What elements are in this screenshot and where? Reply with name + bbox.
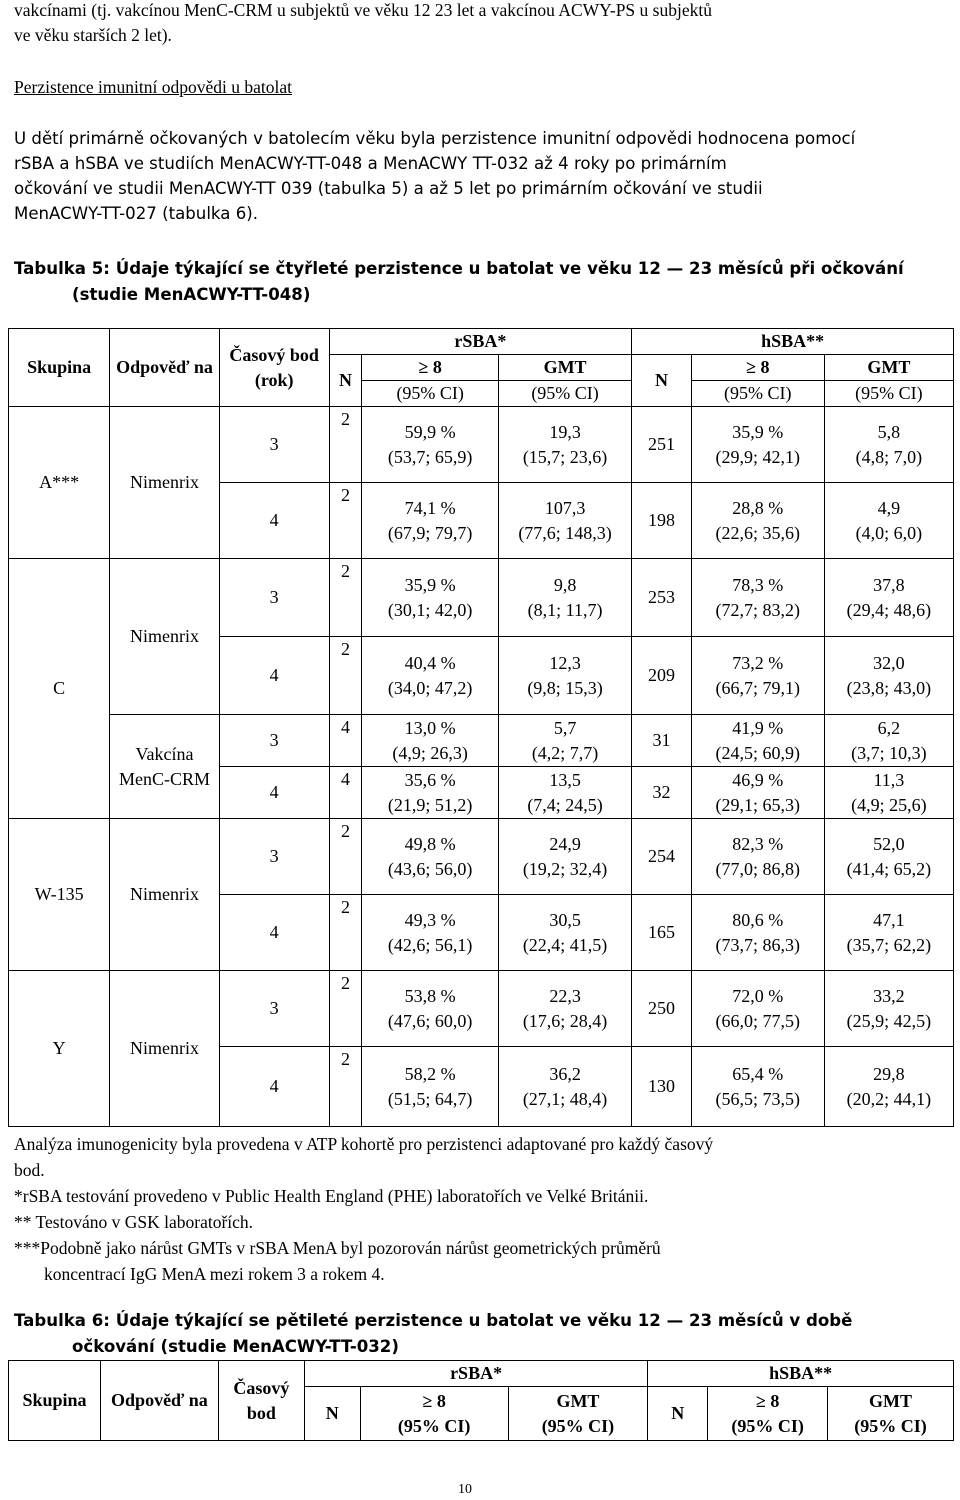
hsba-gmt-ci: (20,2; 44,1) — [846, 1088, 932, 1109]
rsba-gmt: 30,5 — [549, 909, 581, 930]
rsba-gmt-ci: (7,4; 24,5) — [527, 794, 603, 815]
col-header-rsba-gmt: GMT — [498, 355, 631, 381]
hsba-percent: 72,0 % — [732, 985, 784, 1006]
rsba-percent-ci: (34,0; 47,2) — [387, 677, 473, 698]
rsba-percent: 13,0 % — [404, 717, 456, 738]
rsba-gmt: 36,2 — [549, 1063, 581, 1084]
cell-hsba-n: 32 — [632, 767, 692, 819]
rsba-gmt: 107,3 — [544, 497, 586, 518]
table5 — [8, 328, 954, 1127]
table5-caption-line1: Tabulka 5: Údaje týkající se čtyřleté perzistence u batolat ve věku 12 — 23 měsíců při očkování — [14, 259, 904, 278]
rsba-gmt-ci: (15,7; 23,6) — [522, 446, 608, 467]
cell-rsba-ge8 — [362, 767, 499, 819]
cell-hsba-ge8 — [691, 483, 824, 559]
col-header-rsba-ci: (95% CI) — [362, 381, 499, 407]
hsba-percent-ci: (73,7; 86,3) — [715, 934, 801, 955]
cell-hsba-n: 253 — [632, 559, 692, 637]
cell-hsba-ge8 — [691, 819, 824, 895]
cell-hsba-n: 250 — [632, 971, 692, 1047]
hsba-percent-ci: (24,5; 60,9) — [715, 742, 801, 763]
cell-timepoint: 4 — [219, 1047, 329, 1127]
col-header-rsba-n: N — [329, 355, 362, 407]
hsba-gmt: 32,0 — [873, 652, 905, 673]
col-header-rsba-ge8: ≥ 8 — [362, 355, 499, 381]
cell-response: Nimenrix — [110, 559, 219, 715]
t6-ge8-label: ≥ 8 — [422, 1390, 446, 1411]
cell-rsba-ge8 — [362, 819, 499, 895]
cell-timepoint: 4 — [219, 767, 329, 819]
rsba-percent: 35,9 % — [404, 574, 456, 595]
cell-rsba-gmt — [498, 971, 631, 1047]
col-header-timepoint: Časový bod (rok) — [219, 329, 329, 407]
hsba-gmt: 52,0 — [873, 833, 905, 854]
cell-response: Nimenrix — [110, 407, 219, 559]
col-header-hsba-gmt-ci: (95% CI) — [824, 381, 953, 407]
hsba-percent-ci: (29,9; 42,1) — [715, 446, 801, 467]
rsba-gmt: 5,7 — [553, 717, 577, 738]
rsba-percent-ci: (42,6; 56,1) — [387, 934, 473, 955]
cell-timepoint: 4 — [219, 483, 329, 559]
table-row — [9, 407, 954, 483]
rsba-gmt-ci: (9,8; 15,3) — [527, 677, 603, 698]
note-line: koncentrací IgG MenA mezi rokem 3 a rokem 4. — [44, 1264, 385, 1284]
hsba-gmt: 47,1 — [873, 909, 905, 930]
col-header-response: Odpověď na — [110, 329, 219, 407]
cell-hsba-n: 209 — [632, 637, 692, 715]
rsba-percent: 53,8 % — [404, 985, 456, 1006]
hsba-percent: 73,2 % — [732, 652, 784, 673]
rsba-gmt-ci: (8,1; 11,7) — [527, 599, 603, 620]
hsba-percent: 35,9 % — [732, 421, 784, 442]
hsba-gmt: 33,2 — [873, 985, 905, 1006]
rsba-gmt: 22,3 — [549, 985, 581, 1006]
t6-ci-label: (95% CI) — [854, 1415, 927, 1436]
cell-hsba-gmt — [824, 559, 953, 637]
cell-rsba-n: 2 — [329, 559, 362, 637]
hsba-percent: 65,4 % — [732, 1063, 784, 1084]
cell-rsba-n: 2 — [329, 895, 362, 971]
col-header-rsba: rSBA* — [329, 329, 632, 355]
cell-hsba-gmt — [824, 407, 953, 483]
cell-rsba-ge8 — [362, 637, 499, 715]
t6-ci-label: (95% CI) — [397, 1415, 471, 1436]
cell-hsba-gmt — [824, 971, 953, 1047]
cell-hsba-n: 165 — [632, 895, 692, 971]
cell-hsba-gmt — [824, 715, 953, 767]
rsba-percent-ci: (51,5; 64,7) — [387, 1088, 473, 1109]
cell-hsba-n: 130 — [632, 1047, 692, 1127]
t6-header-rsba: rSBA* — [304, 1361, 648, 1387]
hsba-gmt-ci: (4,8; 7,0) — [855, 446, 923, 467]
cell-rsba-gmt — [498, 559, 631, 637]
rsba-percent: 59,9 % — [404, 421, 456, 442]
hsba-gmt: 5,8 — [877, 421, 901, 442]
section-heading: Perzistence imunitní odpovědi u batolat — [14, 77, 292, 97]
t6-header-rsba-gmt — [508, 1387, 648, 1441]
cell-group: A*** — [9, 407, 110, 559]
hsba-gmt-ci: (41,4; 65,2) — [846, 858, 932, 879]
cell-timepoint: 4 — [219, 637, 329, 715]
cell-response: Vakcína MenC-CRM — [110, 715, 219, 819]
hsba-gmt-ci: (23,8; 43,0) — [846, 677, 932, 698]
rsba-gmt: 13,5 — [549, 769, 581, 790]
cell-rsba-gmt — [498, 767, 631, 819]
cell-hsba-n: 251 — [632, 407, 692, 483]
cell-rsba-n: 2 — [329, 407, 362, 483]
rsba-percent: 40,4 % — [404, 652, 456, 673]
rsba-gmt-ci: (77,6; 148,3) — [518, 522, 612, 543]
col-header-group: Skupina — [9, 329, 110, 407]
page-number: 10 — [458, 1482, 472, 1497]
t6-gmt-label: GMT — [869, 1390, 913, 1411]
body-line: U dětí primárně očkovaných v batolecím věku byla perzistence imunitní odpovědi hodnocena pomocí — [14, 129, 856, 148]
cell-timepoint: 3 — [219, 559, 329, 637]
t6-header-rsba-n: N — [304, 1387, 360, 1441]
hsba-gmt-ci: (25,9; 42,5) — [846, 1010, 932, 1031]
table5-caption-line2: (studie MenACWY-TT-048) — [72, 285, 311, 304]
cell-rsba-gmt — [498, 637, 631, 715]
cell-rsba-n: 4 — [329, 715, 362, 767]
rsba-percent-ci: (53,7; 65,9) — [387, 446, 473, 467]
rsba-percent: 49,8 % — [404, 833, 456, 854]
hsba-gmt: 4,9 — [877, 497, 901, 518]
cell-rsba-ge8 — [362, 1047, 499, 1127]
note-line: Analýza imunogenicity byla provedena v ATP kohortě pro perzistenci adaptované pro každý časový — [14, 1134, 714, 1154]
rsba-percent: 74,1 % — [404, 497, 456, 518]
note-line: ***Podobně jako nárůst GMTs v rSBA MenA byl pozorován nárůst geometrických průměrů — [14, 1238, 661, 1258]
t6-header-rsba-ge8 — [360, 1387, 508, 1441]
note-line: ** Testováno v GSK laboratořích. — [14, 1212, 254, 1232]
cell-timepoint: 3 — [219, 819, 329, 895]
cell-hsba-gmt — [824, 895, 953, 971]
hsba-gmt-ci: (4,0; 6,0) — [855, 522, 923, 543]
body-line: očkování ve studii MenACWY-TT 039 (tabulka 5) a až 5 let po primárním očkování ve studii — [14, 179, 763, 198]
rsba-percent: 49,3 % — [404, 909, 456, 930]
rsba-gmt: 24,9 — [549, 833, 581, 854]
t6-ge8-label: ≥ 8 — [755, 1390, 780, 1411]
hsba-gmt: 6,2 — [877, 717, 901, 738]
cell-hsba-ge8 — [691, 715, 824, 767]
cell-timepoint: 3 — [219, 715, 329, 767]
cell-hsba-ge8 — [691, 767, 824, 819]
table6-caption-line2: očkování (studie MenACWY-TT-032) — [72, 1337, 399, 1356]
cell-hsba-ge8 — [691, 895, 824, 971]
body-line: MenACWY-TT-027 (tabulka 6). — [14, 204, 258, 223]
hsba-gmt-ci: (29,4; 48,6) — [846, 599, 932, 620]
hsba-percent: 82,3 % — [732, 833, 784, 854]
cell-rsba-n: 2 — [329, 483, 362, 559]
hsba-percent-ci: (66,7; 79,1) — [715, 677, 801, 698]
cell-rsba-n: 4 — [329, 767, 362, 819]
cell-hsba-n: 31 — [632, 715, 692, 767]
t6-header-response: Odpověď na — [100, 1361, 218, 1441]
body-line: rSBA a hSBA ve studiích MenACWY-TT-048 a MenACWY TT-032 až 4 roky po primárním — [14, 154, 727, 173]
rsba-percent-ci: (30,1; 42,0) — [387, 599, 473, 620]
hsba-percent-ci: (72,7; 83,2) — [715, 599, 801, 620]
hsba-percent-ci: (66,0; 77,5) — [715, 1010, 801, 1031]
hsba-percent: 28,8 % — [732, 497, 784, 518]
table6-caption — [14, 1308, 852, 1360]
hsba-gmt: 37,8 — [873, 574, 905, 595]
cell-group: Y — [9, 971, 110, 1127]
cell-hsba-gmt — [824, 483, 953, 559]
cell-hsba-gmt — [824, 1047, 953, 1127]
t6-ci-label: (95% CI) — [541, 1415, 615, 1436]
hsba-percent-ci: (56,5; 73,5) — [715, 1088, 801, 1109]
rsba-gmt-ci: (22,4; 41,5) — [522, 934, 608, 955]
table5-body — [9, 407, 954, 1127]
hsba-percent: 80,6 % — [732, 909, 784, 930]
cell-rsba-gmt — [498, 819, 631, 895]
hsba-gmt-ci: (3,7; 10,3) — [851, 742, 927, 763]
table-row — [9, 715, 954, 767]
t6-gmt-label: GMT — [556, 1390, 600, 1411]
cell-timepoint: 3 — [219, 407, 329, 483]
rsba-gmt-ci: (4,2; 7,7) — [531, 742, 599, 763]
rsba-gmt: 19,3 — [549, 421, 581, 442]
t6-header-group: Skupina — [9, 1361, 101, 1441]
t6-ci-label: (95% CI) — [731, 1415, 804, 1436]
cell-response: Nimenrix — [110, 971, 219, 1127]
cell-hsba-ge8 — [691, 407, 824, 483]
hsba-gmt: 29,8 — [873, 1063, 905, 1084]
rsba-gmt: 9,8 — [553, 574, 577, 595]
cell-rsba-gmt — [498, 895, 631, 971]
t6-header-hsba: hSBA** — [648, 1361, 954, 1387]
cell-group: C — [9, 559, 110, 819]
cell-timepoint: 4 — [219, 895, 329, 971]
col-header-hsba-ge8: ≥ 8 — [691, 355, 824, 381]
cell-hsba-ge8 — [691, 1047, 824, 1127]
cell-rsba-gmt — [498, 1047, 631, 1127]
table-row — [9, 819, 954, 895]
cell-rsba-ge8 — [362, 559, 499, 637]
cell-timepoint: 3 — [219, 971, 329, 1047]
note-line: bod. — [14, 1160, 45, 1180]
table-row — [9, 971, 954, 1047]
col-header-rsba-gmt-ci: (95% CI) — [498, 381, 631, 407]
cell-hsba-n: 198 — [632, 483, 692, 559]
rsba-percent-ci: (21,9; 51,2) — [387, 794, 473, 815]
table5-caption — [14, 256, 904, 308]
cell-hsba-gmt — [824, 819, 953, 895]
cell-rsba-ge8 — [362, 895, 499, 971]
cell-response: Nimenrix — [110, 819, 219, 971]
cell-rsba-n: 2 — [329, 1047, 362, 1127]
rsba-gmt-ci: (19,2; 32,4) — [522, 858, 608, 879]
intro-line: vakcínami (tj. vakcínou MenC-CRM u subjektů ve věku 12 23 let a vakcínou ACWY-PS u subjektů — [14, 0, 712, 20]
cell-rsba-ge8 — [362, 483, 499, 559]
rsba-percent-ci: (4,9; 26,3) — [392, 742, 468, 763]
cell-hsba-ge8 — [691, 971, 824, 1047]
cell-rsba-gmt — [498, 715, 631, 767]
cell-rsba-n: 2 — [329, 819, 362, 895]
col-header-hsba: hSBA** — [632, 329, 954, 355]
hsba-gmt-ci: (35,7; 62,2) — [846, 934, 932, 955]
hsba-percent: 78,3 % — [732, 574, 784, 595]
rsba-gmt-ci: (27,1; 48,4) — [522, 1088, 608, 1109]
cell-hsba-n: 254 — [632, 819, 692, 895]
table-row — [9, 559, 954, 637]
intro-paragraph — [14, 0, 944, 48]
intro-line: ve věku starších 2 let). — [14, 25, 172, 45]
cell-rsba-ge8 — [362, 715, 499, 767]
cell-hsba-gmt — [824, 637, 953, 715]
hsba-percent-ci: (22,6; 35,6) — [715, 522, 801, 543]
cell-rsba-gmt — [498, 483, 631, 559]
hsba-percent: 46,9 % — [732, 769, 784, 790]
table6 — [8, 1360, 954, 1441]
rsba-percent-ci: (43,6; 56,0) — [387, 858, 473, 879]
cell-rsba-n: 2 — [329, 637, 362, 715]
col-header-hsba-gmt: GMT — [824, 355, 953, 381]
t6-header-hsba-gmt — [828, 1387, 954, 1441]
hsba-percent-ci: (77,0; 86,8) — [715, 858, 801, 879]
rsba-percent: 58,2 % — [404, 1063, 456, 1084]
cell-hsba-ge8 — [691, 559, 824, 637]
cell-rsba-ge8 — [362, 971, 499, 1047]
t6-header-hsba-ge8 — [708, 1387, 828, 1441]
t6-header-hsba-n: N — [648, 1387, 708, 1441]
col-header-hsba-n: N — [632, 355, 692, 407]
rsba-percent: 35,6 % — [404, 769, 456, 790]
hsba-percent-ci: (29,1; 65,3) — [715, 794, 801, 815]
cell-rsba-gmt — [498, 407, 631, 483]
body-paragraph — [14, 126, 944, 226]
table5-notes — [14, 1131, 944, 1287]
hsba-gmt: 11,3 — [873, 769, 905, 790]
note-line: *rSBA testování provedeno v Public Health England (PHE) laboratořích ve Velké Británii. — [14, 1186, 649, 1206]
t6-header-timepoint: Časový bod — [218, 1361, 304, 1441]
cell-hsba-ge8 — [691, 637, 824, 715]
cell-rsba-ge8 — [362, 407, 499, 483]
rsba-gmt-ci: (17,6; 28,4) — [522, 1010, 608, 1031]
cell-hsba-gmt — [824, 767, 953, 819]
rsba-percent-ci: (47,6; 60,0) — [387, 1010, 473, 1031]
hsba-percent: 41,9 % — [732, 717, 784, 738]
col-header-hsba-ci: (95% CI) — [691, 381, 824, 407]
table6-caption-line1: Tabulka 6: Údaje týkající se pětileté perzistence u batolat ve věku 12 — 23 měsíců v době — [14, 1311, 853, 1330]
cell-rsba-n: 2 — [329, 971, 362, 1047]
rsba-gmt: 12,3 — [549, 652, 581, 673]
hsba-gmt-ci: (4,9; 25,6) — [851, 794, 927, 815]
rsba-percent-ci: (67,9; 79,7) — [387, 522, 473, 543]
cell-group: W-135 — [9, 819, 110, 971]
